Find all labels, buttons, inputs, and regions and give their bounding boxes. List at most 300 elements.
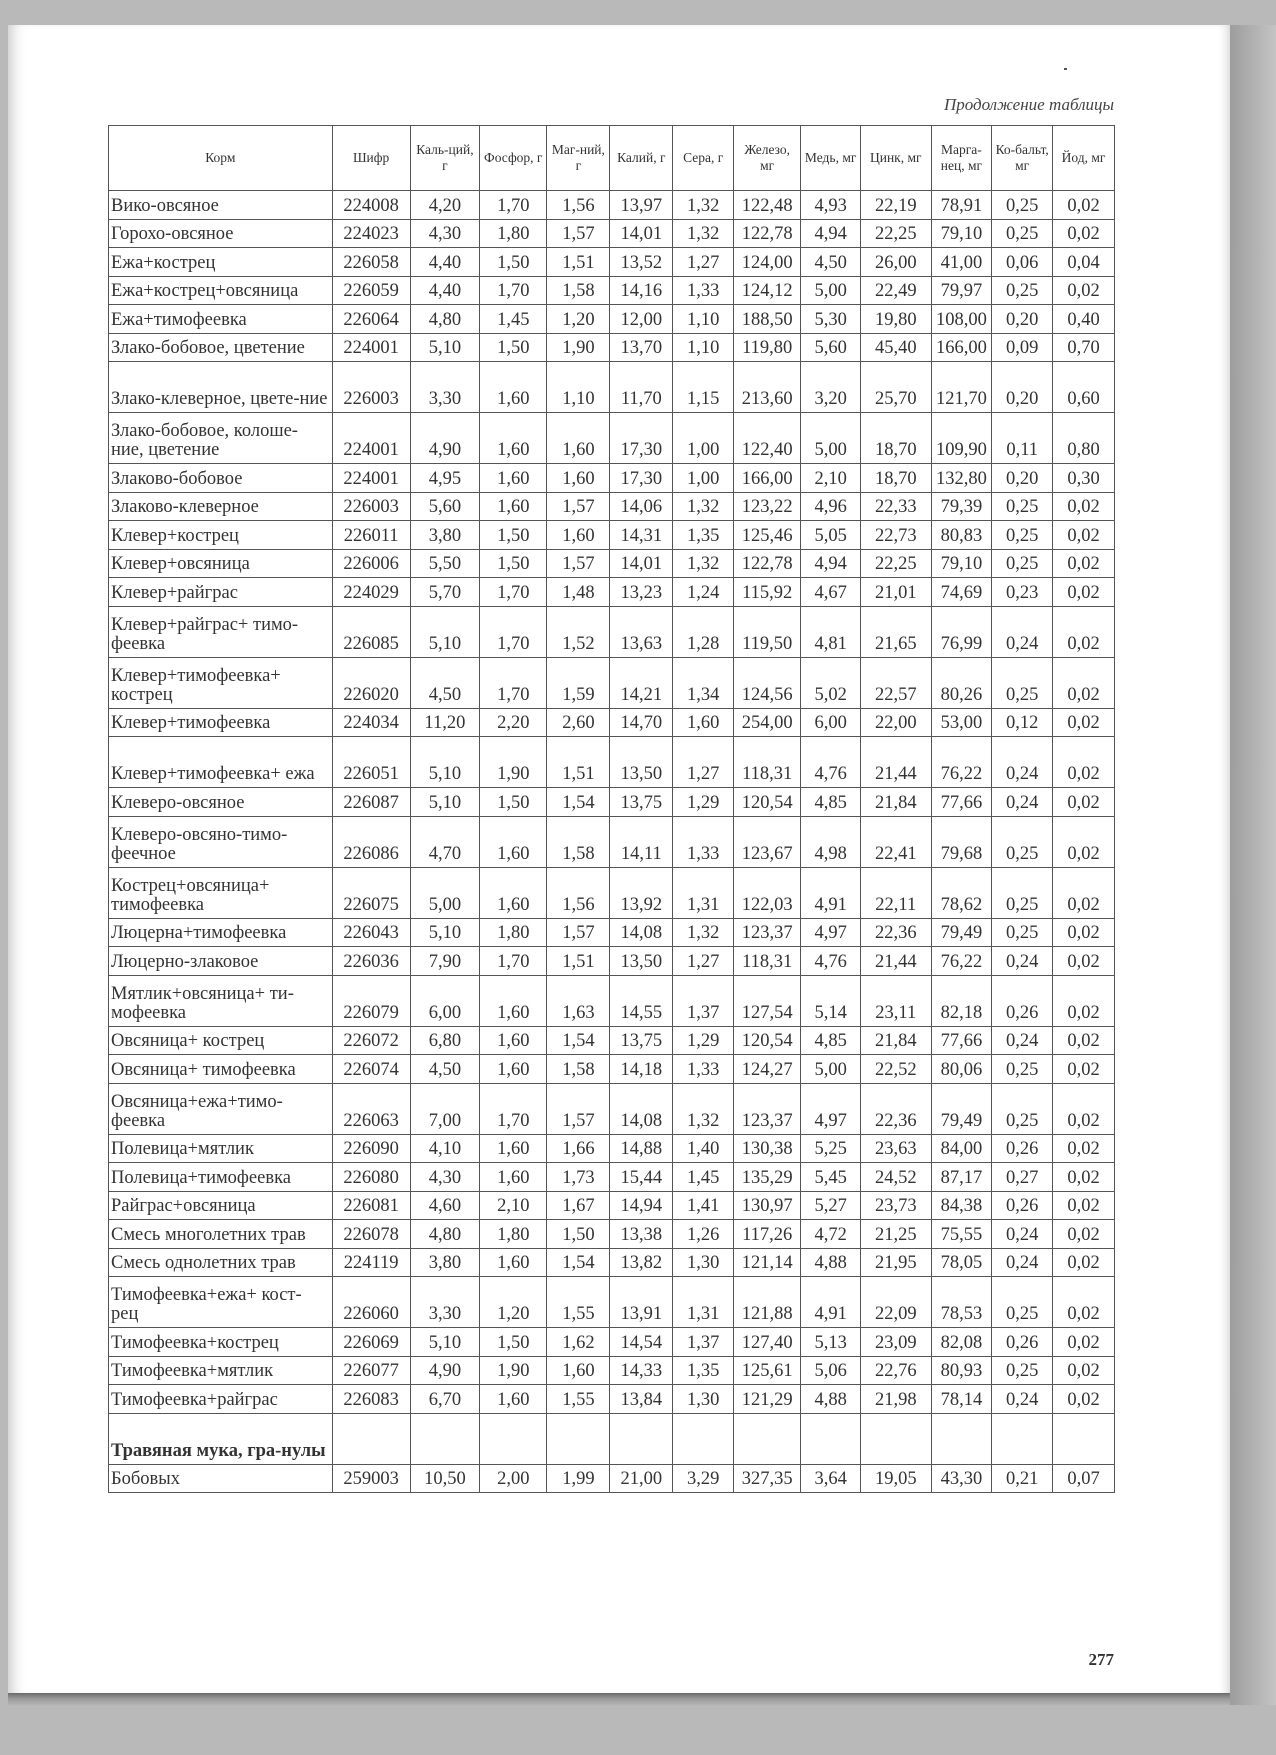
value-cell: 5,00: [410, 867, 479, 918]
value-cell: 22,09: [861, 1277, 932, 1328]
value-cell: 4,50: [410, 657, 479, 708]
value-cell: 4,94: [801, 549, 861, 578]
value-cell: 0,02: [1053, 276, 1115, 305]
value-cell: [931, 1413, 992, 1464]
value-cell: 122,78: [734, 549, 801, 578]
feed-name-cell: Клеверо-овсяное: [109, 788, 333, 817]
code-cell: 226085: [332, 606, 410, 657]
value-cell: 78,62: [931, 867, 992, 918]
value-cell: 76,22: [931, 737, 992, 788]
value-cell: 0,02: [1053, 578, 1115, 607]
value-cell: 121,88: [734, 1277, 801, 1328]
code-cell: 226083: [332, 1385, 410, 1414]
value-cell: 13,92: [610, 867, 673, 918]
table-row: [109, 492, 1115, 521]
table-row: [109, 816, 1115, 867]
code-cell: 226051: [332, 737, 410, 788]
value-cell: 1,50: [480, 1328, 547, 1357]
value-cell: 17,30: [610, 464, 673, 493]
code-cell: 226087: [332, 788, 410, 817]
column-header: Сера, г: [673, 126, 734, 191]
value-cell: 130,38: [734, 1134, 801, 1163]
value-cell: 1,56: [547, 867, 610, 918]
value-cell: 17,30: [610, 413, 673, 464]
value-cell: 0,25: [992, 276, 1053, 305]
value-cell: [673, 1413, 734, 1464]
code-cell: 224023: [332, 219, 410, 248]
value-cell: 3,30: [410, 1277, 479, 1328]
value-cell: 0,02: [1053, 606, 1115, 657]
value-cell: 0,26: [992, 975, 1053, 1026]
value-cell: 1,00: [673, 413, 734, 464]
code-cell: 226006: [332, 549, 410, 578]
table-row: [109, 1328, 1115, 1357]
value-cell: 77,66: [931, 1026, 992, 1055]
value-cell: 0,23: [992, 578, 1053, 607]
feed-name-cell: Злако-бобовое, колоше-ние, цветение: [109, 413, 333, 464]
value-cell: 22,36: [861, 1083, 932, 1134]
value-cell: 1,62: [547, 1328, 610, 1357]
value-cell: 0,21: [992, 1464, 1053, 1493]
value-cell: 22,57: [861, 657, 932, 708]
value-cell: 14,08: [610, 918, 673, 947]
code-cell: 224029: [332, 578, 410, 607]
table-row: [109, 578, 1115, 607]
value-cell: 4,85: [801, 788, 861, 817]
table-row: [109, 1163, 1115, 1192]
value-cell: 0,07: [1053, 1464, 1115, 1493]
value-cell: 1,60: [480, 975, 547, 1026]
value-cell: 0,06: [992, 248, 1053, 277]
value-cell: 22,73: [861, 521, 932, 550]
value-cell: 130,97: [734, 1191, 801, 1220]
value-cell: 13,91: [610, 1277, 673, 1328]
value-cell: 0,25: [992, 492, 1053, 521]
value-cell: 1,50: [547, 1220, 610, 1249]
table-header-row: [109, 126, 1115, 191]
table-row: [109, 708, 1115, 737]
value-cell: 21,00: [610, 1464, 673, 1493]
value-cell: [547, 1413, 610, 1464]
table-row: [109, 276, 1115, 305]
feed-name-cell: Злаково-клеверное: [109, 492, 333, 521]
value-cell: 1,50: [480, 333, 547, 362]
value-cell: 1,48: [547, 578, 610, 607]
feed-name-cell: Тимофеевка+кострец: [109, 1328, 333, 1357]
value-cell: 109,90: [931, 413, 992, 464]
value-cell: 3,64: [801, 1464, 861, 1493]
value-cell: 4,91: [801, 1277, 861, 1328]
value-cell: 0,02: [1053, 1055, 1115, 1084]
value-cell: 3,30: [410, 362, 479, 413]
value-cell: 123,22: [734, 492, 801, 521]
column-header: Марга-нец, мг: [931, 126, 992, 191]
value-cell: 4,50: [410, 1055, 479, 1084]
value-cell: 6,00: [410, 975, 479, 1026]
value-cell: 7,00: [410, 1083, 479, 1134]
value-cell: 6,80: [410, 1026, 479, 1055]
value-cell: 84,00: [931, 1134, 992, 1163]
value-cell: 3,20: [801, 362, 861, 413]
value-cell: 4,76: [801, 947, 861, 976]
value-cell: 23,09: [861, 1328, 932, 1357]
value-cell: 0,24: [992, 606, 1053, 657]
feed-name-cell: Клевер+тимофеевка: [109, 708, 333, 737]
value-cell: 0,20: [992, 464, 1053, 493]
feed-name-cell: Вико-овсяное: [109, 191, 333, 220]
value-cell: 127,40: [734, 1328, 801, 1357]
value-cell: 118,31: [734, 947, 801, 976]
value-cell: 4,70: [410, 816, 479, 867]
value-cell: 1,66: [547, 1134, 610, 1163]
value-cell: 1,55: [547, 1277, 610, 1328]
value-cell: 5,02: [801, 657, 861, 708]
value-cell: 79,68: [931, 816, 992, 867]
value-cell: 5,10: [410, 788, 479, 817]
value-cell: 1,41: [673, 1191, 734, 1220]
value-cell: 1,32: [673, 549, 734, 578]
value-cell: 12,00: [610, 305, 673, 334]
value-cell: 0,02: [1053, 219, 1115, 248]
feed-name-cell: Кострец+овсяница+ тимофеевка: [109, 867, 333, 918]
value-cell: 1,70: [480, 276, 547, 305]
value-cell: 4,95: [410, 464, 479, 493]
value-cell: 4,91: [801, 867, 861, 918]
value-cell: 1,51: [547, 737, 610, 788]
value-cell: 1,30: [673, 1385, 734, 1414]
value-cell: 1,50: [480, 248, 547, 277]
value-cell: 43,30: [931, 1464, 992, 1493]
value-cell: 0,12: [992, 708, 1053, 737]
value-cell: 21,84: [861, 1026, 932, 1055]
value-cell: [734, 1413, 801, 1464]
feed-name-cell: Овсяница+ кострец: [109, 1026, 333, 1055]
value-cell: 23,73: [861, 1191, 932, 1220]
value-cell: 1,50: [480, 788, 547, 817]
value-cell: 0,02: [1053, 1134, 1115, 1163]
feed-name-cell: Клевер+райграс+ тимо-феевка: [109, 606, 333, 657]
feed-name-cell: Люцерна+тимофеевка: [109, 918, 333, 947]
feed-name-cell: Клевер+райграс: [109, 578, 333, 607]
code-cell: 224001: [332, 333, 410, 362]
value-cell: 79,49: [931, 1083, 992, 1134]
value-cell: 22,25: [861, 549, 932, 578]
value-cell: 5,60: [801, 333, 861, 362]
value-cell: 1,20: [547, 305, 610, 334]
feed-name-cell: Ежа+тимофеевка: [109, 305, 333, 334]
value-cell: [861, 1413, 932, 1464]
value-cell: 0,25: [992, 918, 1053, 947]
value-cell: 0,60: [1053, 362, 1115, 413]
value-cell: 76,22: [931, 947, 992, 976]
table-row: [109, 333, 1115, 362]
value-cell: 1,60: [547, 464, 610, 493]
value-cell: 1,28: [673, 606, 734, 657]
value-cell: 1,20: [480, 1277, 547, 1328]
value-cell: 14,01: [610, 549, 673, 578]
value-cell: 166,00: [931, 333, 992, 362]
value-cell: 0,24: [992, 1026, 1053, 1055]
code-cell: 226077: [332, 1356, 410, 1385]
value-cell: 118,31: [734, 737, 801, 788]
value-cell: 1,60: [480, 867, 547, 918]
value-cell: 1,10: [547, 362, 610, 413]
value-cell: 120,54: [734, 788, 801, 817]
table-row: [109, 867, 1115, 918]
value-cell: 0,30: [1053, 464, 1115, 493]
table-row: [109, 1134, 1115, 1163]
value-cell: 1,60: [547, 1356, 610, 1385]
value-cell: 0,25: [992, 521, 1053, 550]
value-cell: 13,38: [610, 1220, 673, 1249]
value-cell: 1,60: [480, 1134, 547, 1163]
code-cell: 226064: [332, 305, 410, 334]
value-cell: 2,00: [480, 1464, 547, 1493]
value-cell: 122,48: [734, 191, 801, 220]
value-cell: 22,49: [861, 276, 932, 305]
value-cell: 4,97: [801, 918, 861, 947]
table-continuation-label: Продолжение таблицы: [943, 95, 1114, 114]
value-cell: 5,13: [801, 1328, 861, 1357]
value-cell: 13,50: [610, 737, 673, 788]
value-cell: 1,55: [547, 1385, 610, 1414]
value-cell: 19,80: [861, 305, 932, 334]
table-row: [109, 1464, 1115, 1493]
value-cell: 188,50: [734, 305, 801, 334]
value-cell: 166,00: [734, 464, 801, 493]
value-cell: 2,20: [480, 708, 547, 737]
value-cell: 0,02: [1053, 1026, 1115, 1055]
value-cell: 80,06: [931, 1055, 992, 1084]
value-cell: 1,31: [673, 1277, 734, 1328]
table-row: [109, 464, 1115, 493]
value-cell: 1,54: [547, 788, 610, 817]
value-cell: 123,37: [734, 1083, 801, 1134]
column-header: Железо, мг: [734, 126, 801, 191]
value-cell: 18,70: [861, 464, 932, 493]
value-cell: 79,39: [931, 492, 992, 521]
code-cell: [332, 1413, 410, 1464]
value-cell: 1,70: [480, 578, 547, 607]
table-row: [109, 413, 1115, 464]
value-cell: 0,25: [992, 1083, 1053, 1134]
value-cell: 13,52: [610, 248, 673, 277]
value-cell: 41,00: [931, 248, 992, 277]
value-cell: 1,54: [547, 1248, 610, 1277]
table-row: [109, 788, 1115, 817]
value-cell: 0,24: [992, 1248, 1053, 1277]
value-cell: 124,12: [734, 276, 801, 305]
value-cell: 1,60: [480, 1163, 547, 1192]
value-cell: 14,01: [610, 219, 673, 248]
value-cell: 1,58: [547, 276, 610, 305]
value-cell: 4,40: [410, 276, 479, 305]
value-cell: 0,02: [1053, 549, 1115, 578]
value-cell: 1,63: [547, 975, 610, 1026]
value-cell: 74,69: [931, 578, 992, 607]
value-cell: 4,88: [801, 1385, 861, 1414]
feed-name-cell: Бобовых: [109, 1464, 333, 1493]
value-cell: 5,50: [410, 549, 479, 578]
code-cell: 226058: [332, 248, 410, 277]
value-cell: 13,75: [610, 1026, 673, 1055]
value-cell: 19,05: [861, 1464, 932, 1493]
value-cell: 7,90: [410, 947, 479, 976]
value-cell: 0,25: [992, 657, 1053, 708]
value-cell: 45,40: [861, 333, 932, 362]
value-cell: 0,25: [992, 1277, 1053, 1328]
value-cell: 117,26: [734, 1220, 801, 1249]
value-cell: 0,02: [1053, 947, 1115, 976]
value-cell: 1,70: [480, 606, 547, 657]
value-cell: 5,27: [801, 1191, 861, 1220]
value-cell: 122,03: [734, 867, 801, 918]
value-cell: 22,36: [861, 918, 932, 947]
value-cell: 1,29: [673, 1026, 734, 1055]
value-cell: 0,02: [1053, 788, 1115, 817]
value-cell: 1,10: [673, 305, 734, 334]
value-cell: 1,60: [480, 362, 547, 413]
value-cell: 4,96: [801, 492, 861, 521]
value-cell: 11,70: [610, 362, 673, 413]
value-cell: 0,80: [1053, 413, 1115, 464]
page-edge: [8, 1693, 1230, 1707]
value-cell: [410, 1413, 479, 1464]
value-cell: 1,60: [480, 413, 547, 464]
value-cell: 1,32: [673, 1083, 734, 1134]
value-cell: 4,90: [410, 413, 479, 464]
value-cell: 13,63: [610, 606, 673, 657]
value-cell: 0,04: [1053, 248, 1115, 277]
value-cell: 1,37: [673, 975, 734, 1026]
value-cell: 1,50: [480, 521, 547, 550]
value-cell: 0,26: [992, 1191, 1053, 1220]
value-cell: 1,45: [673, 1163, 734, 1192]
code-cell: 224001: [332, 464, 410, 493]
table-row: [109, 248, 1115, 277]
feed-name-cell: Смесь многолетних трав: [109, 1220, 333, 1249]
value-cell: 121,14: [734, 1248, 801, 1277]
value-cell: 5,30: [801, 305, 861, 334]
table-body: [109, 191, 1115, 1493]
table-row: [109, 362, 1115, 413]
code-cell: 226063: [332, 1083, 410, 1134]
value-cell: 0,24: [992, 737, 1053, 788]
feed-name-cell: Полевица+мятлик: [109, 1134, 333, 1163]
value-cell: 80,93: [931, 1356, 992, 1385]
value-cell: 22,52: [861, 1055, 932, 1084]
value-cell: 4,40: [410, 248, 479, 277]
value-cell: 0,40: [1053, 305, 1115, 334]
value-cell: 14,94: [610, 1191, 673, 1220]
value-cell: 1,32: [673, 191, 734, 220]
value-cell: 1,57: [547, 492, 610, 521]
value-cell: 79,10: [931, 219, 992, 248]
value-cell: 1,33: [673, 276, 734, 305]
value-cell: 78,14: [931, 1385, 992, 1414]
value-cell: 10,50: [410, 1464, 479, 1493]
value-cell: 0,25: [992, 867, 1053, 918]
feed-name-cell: Травяная мука, гра-нулы: [109, 1413, 333, 1464]
value-cell: 0,02: [1053, 1163, 1115, 1192]
value-cell: 4,20: [410, 191, 479, 220]
value-cell: 0,70: [1053, 333, 1115, 362]
feed-name-cell: Тимофеевка+райграс: [109, 1385, 333, 1414]
value-cell: 1,54: [547, 1026, 610, 1055]
value-cell: 1,26: [673, 1220, 734, 1249]
feed-name-cell: Тимофеевка+мятлик: [109, 1356, 333, 1385]
value-cell: 1,10: [673, 333, 734, 362]
value-cell: 23,11: [861, 975, 932, 1026]
value-cell: 21,25: [861, 1220, 932, 1249]
table-row: [109, 1026, 1115, 1055]
value-cell: 124,27: [734, 1055, 801, 1084]
code-cell: 226075: [332, 867, 410, 918]
value-cell: 1,90: [480, 737, 547, 788]
value-cell: 21,84: [861, 788, 932, 817]
value-cell: 4,93: [801, 191, 861, 220]
value-cell: 0,02: [1053, 1356, 1115, 1385]
value-cell: [801, 1413, 861, 1464]
value-cell: 76,99: [931, 606, 992, 657]
value-cell: 127,54: [734, 975, 801, 1026]
value-cell: 82,18: [931, 975, 992, 1026]
value-cell: 4,50: [801, 248, 861, 277]
code-cell: 226086: [332, 816, 410, 867]
value-cell: 4,67: [801, 578, 861, 607]
feed-name-cell: Люцерно-злаковое: [109, 947, 333, 976]
value-cell: 14,06: [610, 492, 673, 521]
value-cell: 78,05: [931, 1248, 992, 1277]
value-cell: 0,02: [1053, 191, 1115, 220]
value-cell: 5,00: [801, 276, 861, 305]
table-row: [109, 737, 1115, 788]
value-cell: 21,98: [861, 1385, 932, 1414]
value-cell: 1,58: [547, 1055, 610, 1084]
value-cell: 0,02: [1053, 975, 1115, 1026]
value-cell: 14,08: [610, 1083, 673, 1134]
value-cell: 1,32: [673, 918, 734, 947]
value-cell: 80,83: [931, 521, 992, 550]
value-cell: 1,50: [480, 549, 547, 578]
code-cell: 226060: [332, 1277, 410, 1328]
value-cell: 0,25: [992, 816, 1053, 867]
value-cell: 1,35: [673, 1356, 734, 1385]
value-cell: 1,99: [547, 1464, 610, 1493]
value-cell: 24,52: [861, 1163, 932, 1192]
value-cell: 82,08: [931, 1328, 992, 1357]
code-cell: 226079: [332, 975, 410, 1026]
value-cell: 1,27: [673, 248, 734, 277]
code-cell: 226072: [332, 1026, 410, 1055]
feed-name-cell: Клевер+кострец: [109, 521, 333, 550]
value-cell: 1,60: [673, 708, 734, 737]
value-cell: 0,02: [1053, 1248, 1115, 1277]
value-cell: 1,70: [480, 191, 547, 220]
page-number: 277: [1088, 1650, 1114, 1669]
value-cell: 3,80: [410, 521, 479, 550]
column-header: Йод, мг: [1053, 126, 1115, 191]
table-row: [109, 1220, 1115, 1249]
value-cell: 0,27: [992, 1163, 1053, 1192]
value-cell: 124,00: [734, 248, 801, 277]
value-cell: 1,60: [480, 492, 547, 521]
value-cell: 1,60: [480, 816, 547, 867]
code-cell: 259003: [332, 1464, 410, 1493]
column-header: Фосфор, г: [480, 126, 547, 191]
value-cell: 1,57: [547, 219, 610, 248]
section-header-row: [109, 1413, 1115, 1464]
